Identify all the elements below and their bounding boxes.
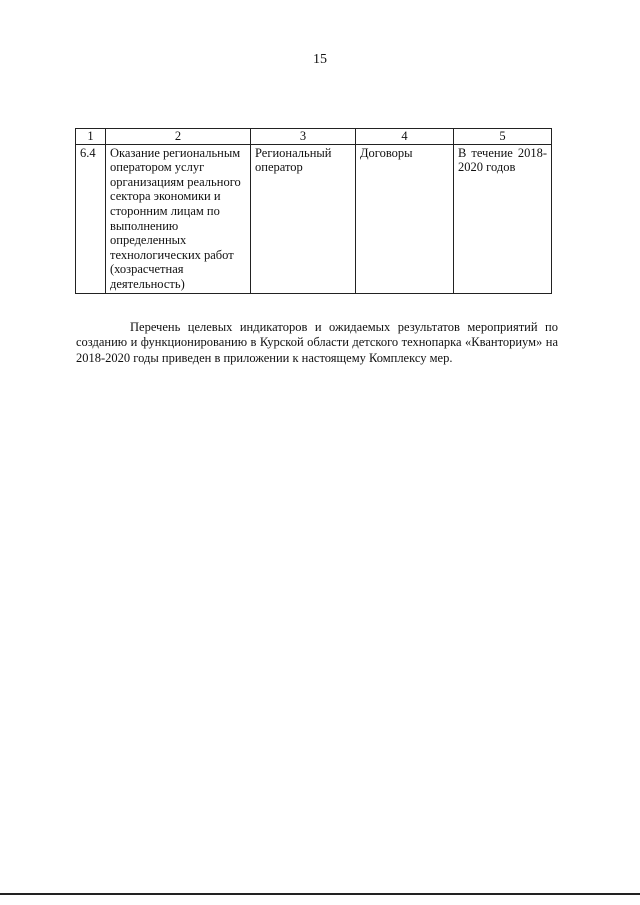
executor-cell: Региональный оператор [251, 144, 356, 293]
deadline-cell: В течение 2018-2020 годов [454, 144, 552, 293]
row-number-cell: 6.4 [76, 144, 106, 293]
column-header-1: 1 [76, 129, 106, 145]
page-number: 15 [313, 52, 327, 67]
body-paragraph: Перечень целевых индикаторов и ожидаемых результатов мероприятий по созданию и функционированию в Курской области детского технопарка «Кванториум» на 2018-2020 годы приведен в приложении к настоящему Комплексу мер. [76, 319, 558, 365]
column-header-5: 5 [454, 129, 552, 145]
result-cell: Договоры [356, 144, 454, 293]
event-cell: Оказание региональным оператором услуг организациям реального сектора экономики и сторонним лицам по выполнению определенных технологических работ (хозрасчетная деятельность) [106, 144, 251, 293]
table-row [76, 144, 552, 293]
page-bottom-rule [0, 893, 640, 895]
measures-table [75, 128, 552, 294]
column-header-4: 4 [356, 129, 454, 145]
table-header-row [76, 129, 552, 145]
column-header-3: 3 [251, 129, 356, 145]
column-header-2: 2 [106, 129, 251, 145]
